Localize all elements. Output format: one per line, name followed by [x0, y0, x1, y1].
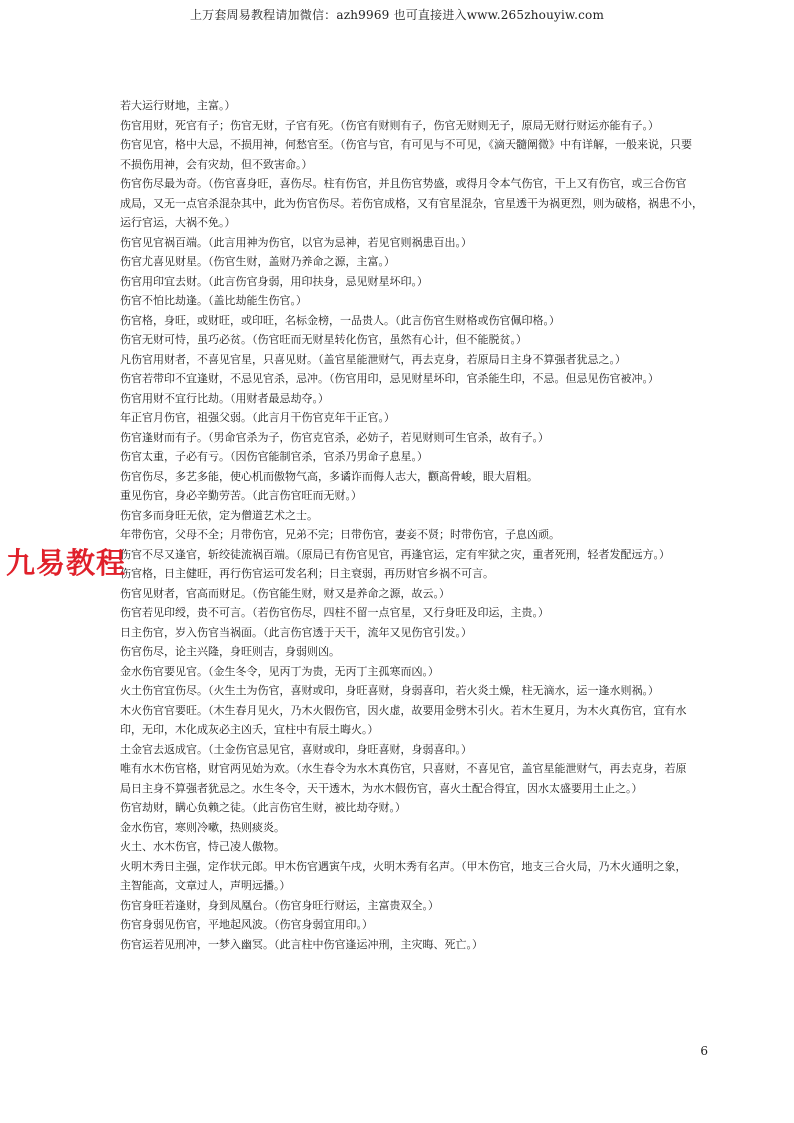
- text-line: 日主伤官，岁入伤官当祸面。（此言伤官透于天干，流年又见伤官引发。）: [120, 625, 472, 639]
- text-line: 金水伤官要见官。（金生冬令，见丙丁为贵，无丙丁主孤寒而凶。）: [120, 664, 439, 678]
- text-line: 伤官无财可恃，虽巧必贫。（伤官旺而无财星转化伤官，虽然有心计，但不能脱贫。）: [120, 333, 527, 346]
- document-body: [120, 96, 720, 954]
- text-line: 伤官伤尽，多艺多能，使心机而傲物气高，多谲诈而侮人志大，颧高骨峻，眼大眉粗。: [120, 469, 538, 483]
- text-line: 伤官逢财而有子。（男命官杀为子，伤官克官杀，必妨子，若见财则可生官杀，故有子。）: [120, 430, 549, 444]
- text-line: 印，无印，木化成灰必主凶夭，宜柱中有辰土晦火。）: [120, 723, 379, 736]
- text-line: 伤官用印宜去财。（此言伤官身弱，用印扶身，忌见财星坏印。）: [120, 274, 428, 288]
- text-line: 伤官格，日主健旺，再行伤官运可发名利；日主衰弱，再历财官乡祸不可言。: [120, 567, 494, 580]
- text-line: 伤官见官祸百端。（此言用神为伤官，以官为忌神，若见官则祸患百出。）: [120, 235, 472, 249]
- text-line: 伤官用财不宜行比劫。（用财者最忌劫夺。）: [120, 391, 329, 405]
- text-line: 伤官用财，死官有子；伤官无财，子官有死。（伤官有财则有子，伤官无财则无子，原局无财行财运亦能有子。）: [120, 118, 659, 132]
- text-line: 伤官伤尽最为奇。（伤官喜身旺，喜伤尽。柱有伤官，并且伤官势盛，或得月令本气伤官，干上又有伤官，或三合伤官: [120, 177, 687, 190]
- text-line: 成局，又无一点官杀混杂其中，此为伤官伤尽。若伤官成格，又有官星混杂，官星透干为祸更烈，则为破格，祸患不小，: [120, 196, 703, 210]
- text-line: 伤官劫财，瞒心负赖之徒。（此言伤官生财，被比劫夺财。）: [120, 801, 406, 814]
- text-line: 运行官运，大祸不免。）: [120, 216, 236, 229]
- text-line: 伤官多而身旺无依，定为僧道艺术之士。: [120, 508, 318, 522]
- text-line: 凡伤官用财者，不喜见官星，只喜见财。（盖官星能泄财气，再去克身，若原局日主身不算强者犹忌之。）: [120, 352, 626, 366]
- text-line: 伤官若带印不宜逢财，不忌见官杀，忌冲。（伤官用印，忌见财星坏印，官杀能生印，不忌。但忌见伤官被冲。）: [120, 372, 659, 385]
- text-line: 伤官见官，格中大忌，不损用神，何愁官至。（伤官与官，有可见与不可见，《滴天髓阐微》中有详解，一般来说，只要: [120, 138, 692, 151]
- text-line: 伤官若见印绶，贵不可言。（若伤官伤尽，四柱不留一点官星，又行身旺及印运，主贵。）: [120, 606, 549, 619]
- text-line: 火土、水木伤官，恃己凌人傲物。: [120, 840, 285, 853]
- text-line: 金水伤官，寒则冷嗽，热则痰炎。: [120, 820, 285, 834]
- page-number: 6: [700, 1044, 708, 1058]
- text-line: 主智能高，文章过人，声明远播。）: [120, 879, 291, 892]
- text-line: 局日主身不算强者犹忌之。水生冬令，天干透木，为水木假伤官，喜火土配合得宜，因水太盛要用土止之。）: [120, 781, 643, 795]
- text-line: 重见伤官，身必辛勤劳苦。（此言伤官旺而无财。）: [120, 489, 362, 502]
- text-line: 伤官尤喜见财星。（伤官生财，盖财乃养命之源，主富。）: [120, 255, 395, 268]
- text-line: 若大运行财地，主富。）: [120, 99, 236, 112]
- text-line: 木火伤官官要旺。（木生春月见火，乃木火假伤官，因火虚，故要用金劈木引火。若木生夏月，为木火真伤官，宜有水: [120, 703, 687, 717]
- text-line: 伤官伤尽，论主兴隆，身旺则吉，身弱则凶。: [120, 645, 340, 658]
- text-line: 伤官不怕比劫逢。（盖比劫能生伤官。）: [120, 294, 307, 307]
- text-line: 伤官身弱见伤官，平地起风波。（伤官身弱宜用印。）: [120, 918, 373, 931]
- text-line: 年带伤官，父母不全；月带伤官，兄弟不完；日带伤官，妻妾不贤；时带伤官，子息凶顽。: [120, 528, 560, 541]
- text-line: 土金官去返成官。（土金伤官忌见官，喜财或印，身旺喜财，身弱喜印。）: [120, 742, 472, 756]
- text-line: 唯有水木伤官格，财官两见始为欢。（水生春令为水木真伤官，只喜财，不喜见官，盖官星能泄财气，再去克身，若原: [120, 762, 687, 775]
- text-line: 伤官不尽又逢官，斩绞徒流祸百端。（原局已有伤官见官，再逢官运，定有牢狱之灾，重者死刑，轻者发配远方。）: [120, 547, 670, 561]
- text-line: 火明木秀日主强，定作状元郎。甲木伤官遇寅午戌，火明木秀有名声。（甲木伤官，地支三合火局，乃木火通明之象，: [120, 859, 687, 873]
- text-line: 伤官身旺若逢财，身到凤凰台。（伤官身旺行财运，主富贵双全。）: [120, 898, 439, 912]
- page-header: 上万套周易教程请加微信：azh9969 也可直接进入www.265zhouyiw.com: [189, 8, 605, 22]
- text-line: 不损伤用神，会有灾劫，但不致害命。）: [120, 157, 313, 171]
- text-line: 火土伤官宜伤尽。（火生土为伤官，喜财或印，身旺喜财，身弱喜印，若火炎土燥，柱无滴水，运一逢水则祸。）: [120, 684, 659, 697]
- text-line: 年正官月伤官，祖强父弱。（此言月干伤官克年干正官。）: [120, 411, 395, 424]
- text-line: 伤官见财者，官高而财足。（伤官能生财，财又是养命之源，故云。）: [120, 586, 450, 600]
- watermark-logo: 九易教程: [6, 546, 127, 580]
- text-line: 伤官格，身旺，或财旺，或印旺，名标金榜，一品贵人。（此言伤官生财格或伤官佩印格。）: [120, 313, 560, 327]
- text-line: 伤官太重，子必有亏。（因伤官能制官杀，官杀乃男命子息星。）: [120, 450, 428, 463]
- text-line: 伤官运若见刑冲，一梦入幽冥。（此言柱中伤官逢运冲刑，主灾晦、死亡。）: [120, 937, 483, 951]
